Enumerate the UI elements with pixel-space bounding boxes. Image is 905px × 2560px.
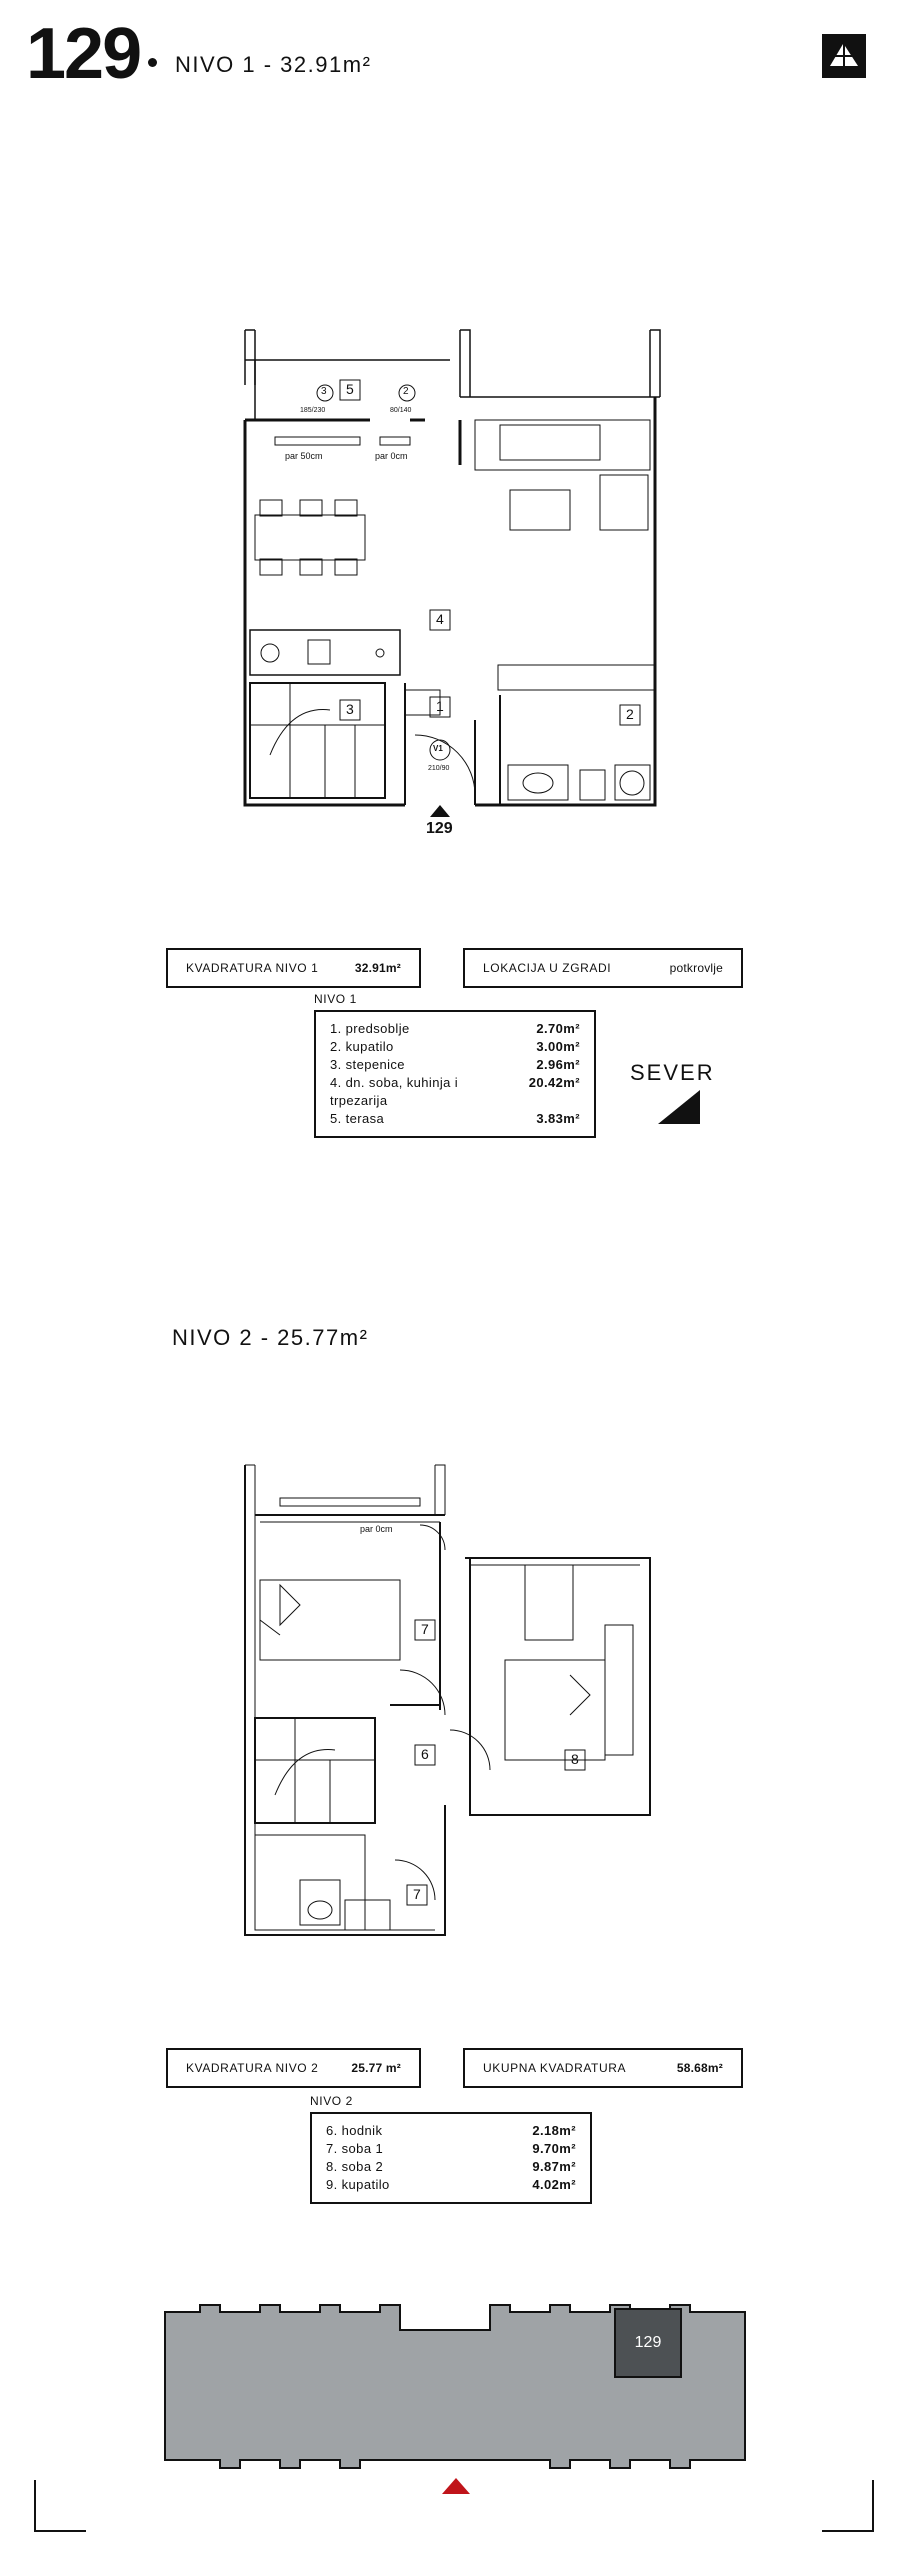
legend-row: [330, 1038, 580, 1056]
entrance-dim: 210/90: [428, 765, 450, 772]
room-name: 2. kupatilo: [330, 1039, 394, 1054]
total-area-value: 58.68m²: [676, 2061, 723, 2075]
entrance-label: 129: [426, 820, 453, 837]
floor-plan-level2: [240, 1460, 660, 1940]
corner-mark: [34, 2480, 86, 2532]
total-area-box: [463, 2048, 743, 2088]
level1-title: NIVO 1 - 32.91m²: [175, 52, 372, 77]
room-name: 3. stepenice: [330, 1057, 405, 1072]
level1-legend-caption: NIVO 1: [314, 992, 357, 1006]
level2-area-box: [166, 2048, 421, 2088]
legend-row: [330, 1110, 580, 1128]
room-name: 1. predsoblje: [330, 1021, 410, 1036]
level1-area-label: KVADRATURA NIVO 1: [186, 961, 319, 975]
legend-row: [330, 1074, 580, 1110]
room-label: 7: [413, 1886, 421, 1902]
level2-area-label: KVADRATURA NIVO 2: [186, 2061, 319, 2075]
entrance-marker-icon: [442, 2478, 470, 2494]
window-dim: 80/140: [390, 407, 412, 414]
brand-logo: [822, 34, 866, 78]
level2-legend: [310, 2112, 592, 2204]
level2-legend-caption: NIVO 2: [310, 2094, 353, 2108]
room-label: 4: [436, 611, 444, 627]
location-value: potkrovlje: [669, 961, 723, 975]
floor-plan-level1: [230, 325, 670, 837]
location-label: LOKACIJA U ZGRADI: [483, 961, 612, 975]
legend-row: [330, 1020, 580, 1038]
room-name: 8. soba 2: [326, 2159, 384, 2174]
north-arrow-icon: [658, 1090, 700, 1124]
room-name: 7. soba 1: [326, 2141, 384, 2156]
room-area: 3.00m²: [536, 1039, 580, 1054]
room-area: 2.18m²: [532, 2123, 576, 2138]
legend-row: [326, 2158, 576, 2176]
room-area: 2.70m²: [536, 1021, 580, 1036]
level2-area-value: 25.77 m²: [351, 2061, 401, 2075]
room-label: 8: [571, 1751, 579, 1767]
window-dim: 185/230: [300, 407, 326, 414]
room-area: 9.70m²: [532, 2141, 576, 2156]
unit-number: 129: [26, 14, 141, 94]
room-area: 4.02m²: [532, 2177, 576, 2192]
legend-row: [326, 2176, 576, 2194]
room-label: 7: [421, 1621, 429, 1637]
room-name: 9. kupatilo: [326, 2177, 390, 2192]
corner-mark: [822, 2480, 874, 2532]
room-label: 3: [346, 701, 354, 717]
room-label: 5: [346, 381, 354, 397]
unit-badge: 129: [614, 2308, 682, 2378]
room-label: 1: [436, 698, 444, 714]
room-area: 9.87m²: [532, 2159, 576, 2174]
room-label: 2: [626, 706, 634, 722]
room-label: 6: [421, 1746, 429, 1762]
legend-row: [330, 1056, 580, 1074]
bullet-dot: [148, 58, 157, 67]
room-name: 5. terasa: [330, 1111, 385, 1126]
door-note: par 0cm: [375, 451, 408, 461]
level1-area-value: 32.91m²: [354, 961, 401, 975]
level1-legend: [314, 1010, 596, 1138]
room-name: 4. dn. soba, kuhinja i trpezarija: [330, 1075, 459, 1108]
entrance-tag: V1: [433, 744, 443, 753]
level2-title: NIVO 2 - 25.77m²: [172, 1325, 369, 1350]
room-area: 2.96m²: [536, 1057, 580, 1072]
room-area: 3.83m²: [536, 1111, 580, 1126]
door-note: par 0cm: [360, 1524, 393, 1534]
north-label: SEVER: [630, 1060, 715, 1085]
door-note: par 50cm: [285, 451, 323, 461]
room-name: 6. hodnik: [326, 2123, 383, 2138]
window-circle-label: 3: [321, 386, 327, 397]
total-area-label: UKUPNA KVADRATURA: [483, 2061, 627, 2075]
location-box: [463, 948, 743, 988]
level1-area-box: [166, 948, 421, 988]
legend-row: [326, 2122, 576, 2140]
room-area: 20.42m²: [528, 1075, 580, 1090]
window-circle-label: 2: [403, 386, 409, 397]
legend-row: [326, 2140, 576, 2158]
